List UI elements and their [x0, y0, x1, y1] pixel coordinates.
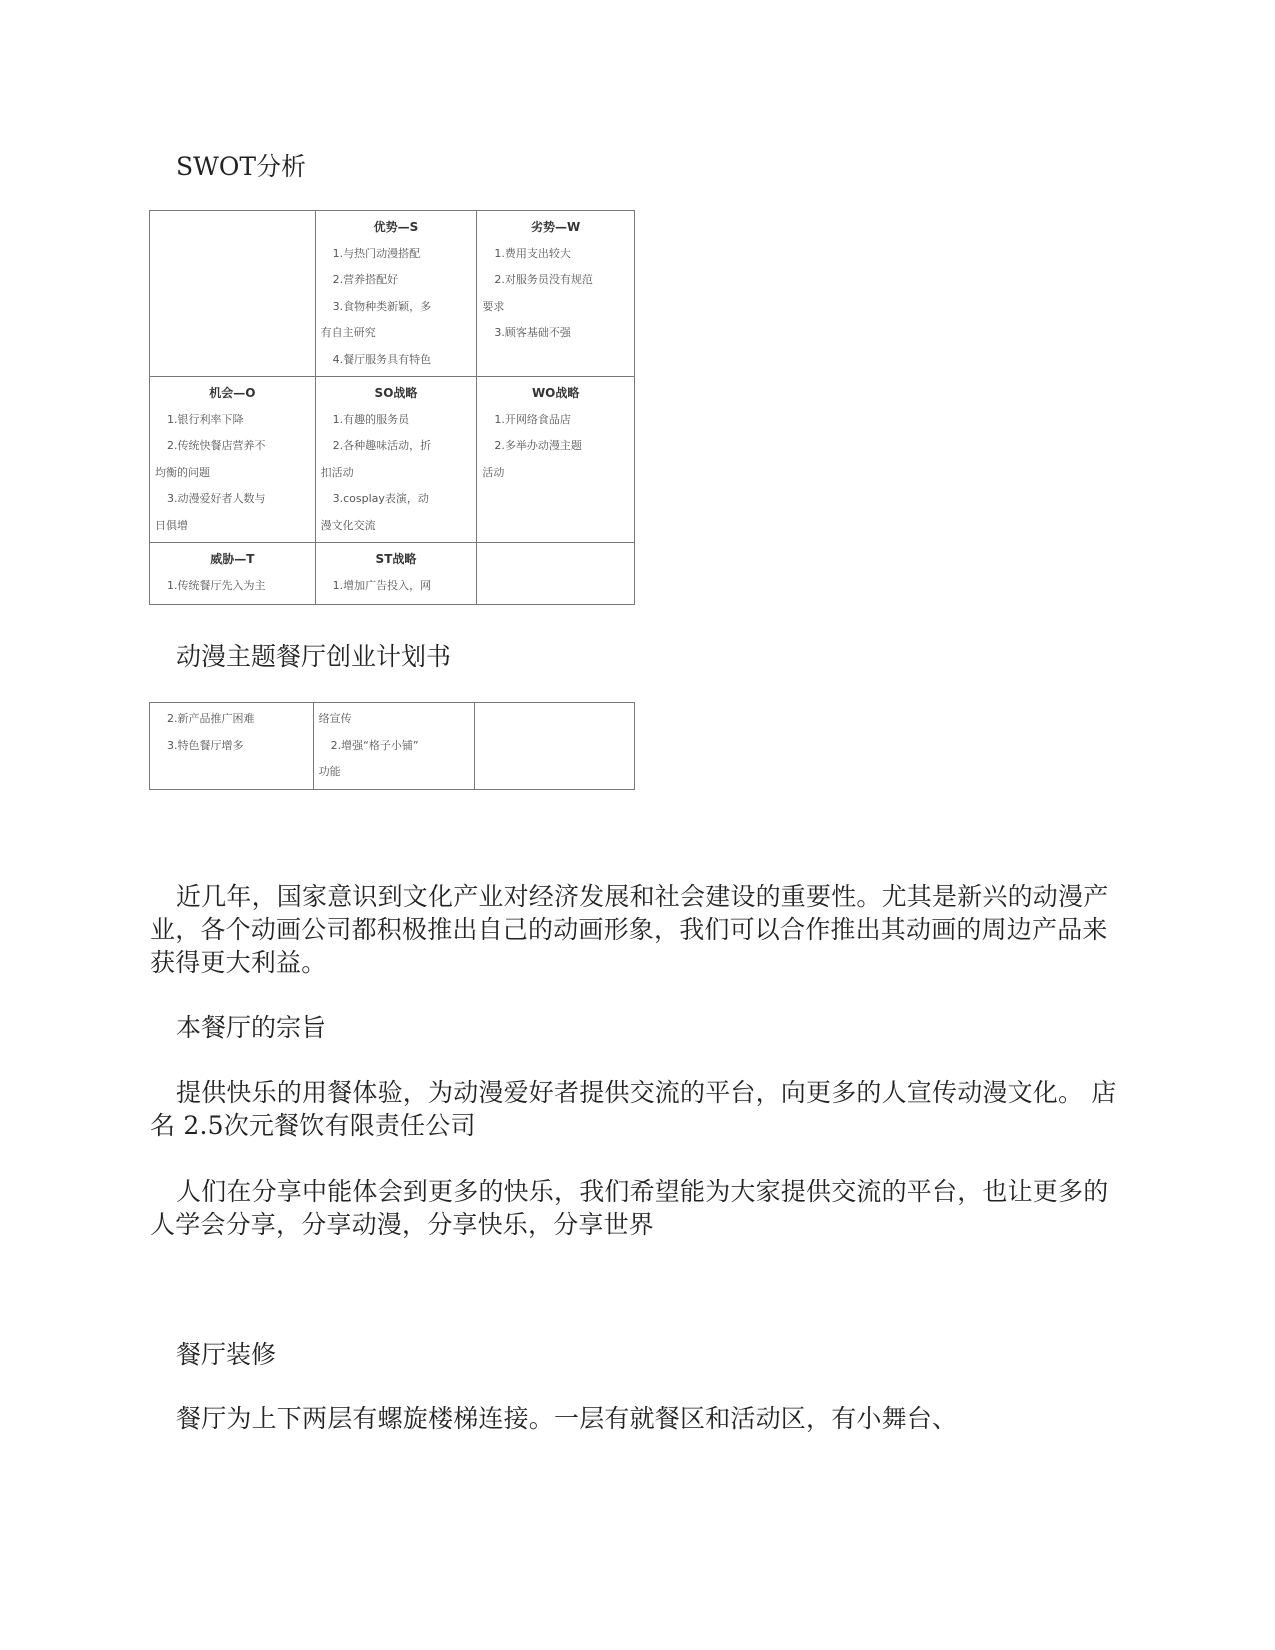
opportunities-item: 日俱增	[155, 518, 188, 532]
st-strategy-item: 2.增强“格子小铺”	[330, 738, 419, 752]
decor-heading: 餐厅装修	[176, 1340, 277, 1369]
st-strategy-item: 功能	[318, 765, 341, 778]
so-strategy-item: 2.各种趣味活动，折	[332, 439, 432, 452]
threats-cont-cell	[150, 703, 314, 790]
swot-empty-cell	[475, 703, 635, 790]
strengths-item: 4.餐厅服务具有特色	[332, 352, 432, 366]
opportunities-item: 1.银行利率下降	[167, 412, 244, 426]
so-strategy-header: SO战略	[374, 386, 418, 400]
wo-strategy-cell	[477, 377, 635, 543]
running-title: 动漫主题餐厅创业计划书	[176, 642, 452, 671]
opportunities-header: 机会—O	[209, 386, 256, 400]
st-strategy-item: 1.增加广告投入，网	[332, 578, 432, 592]
intro-paragraph: 近几年，国家意识到文化产业对经济发展和社会建设的重要性。尤其是新兴的动漫产业，各个动画公司都积极推出自己的动画形象，我们可以合作推出其动画的周边产品来获得更大利益。	[150, 882, 1109, 977]
so-strategy-item: 1.有趣的服务员	[332, 412, 410, 426]
wo-strategy-item: 1.开网络食品店	[494, 412, 571, 426]
so-strategy-item: 漫文化交流	[320, 518, 376, 532]
weaknesses-item: 2.对服务员没有规范	[494, 273, 593, 286]
wo-strategy-item: 2.多举办动漫主题	[494, 439, 582, 452]
strengths-item: 3.食物种类新颖，多	[332, 299, 432, 313]
weaknesses-header: 劣势—W	[531, 220, 581, 234]
opportunities-cell	[150, 377, 316, 543]
purpose-paragraph: 提供快乐的用餐体验，为动漫爱好者提供交流的平台，向更多的人宣传动漫文化。 店名 2.5次元餐饮有限责任公司	[150, 1078, 1117, 1140]
opportunities-item: 3.动漫爱好者人数与	[167, 492, 266, 505]
st-strategy-header: ST战略	[375, 552, 417, 566]
so-strategy-item: 扣活动	[320, 465, 354, 479]
purpose-heading: 本餐厅的宗旨	[176, 1013, 327, 1042]
strengths-item: 有自主研究	[320, 326, 376, 339]
st-strategy-cont-cell	[313, 703, 475, 790]
swot-empty-cell	[477, 543, 635, 605]
wo-strategy-header: WO战略	[531, 386, 580, 400]
weaknesses-item: 要求	[482, 299, 505, 313]
swot-table	[149, 210, 635, 605]
threats-item: 3.特色餐厅增多	[167, 738, 244, 752]
strengths-item: 2.营养搭配好	[332, 273, 399, 286]
wo-strategy-item: 活动	[482, 465, 505, 479]
threats-item: 1.传统餐厅先入为主	[167, 578, 266, 592]
swot-empty-cell	[150, 211, 316, 377]
weaknesses-cell	[477, 211, 635, 377]
opportunities-item: 均衡的问题	[155, 465, 210, 479]
share-paragraph: 人们在分享中能体会到更多的快乐，我们希望能为大家提供交流的平台，也让更多的人学会分享，分享动漫，分享快乐，分享世界	[150, 1177, 1109, 1239]
strengths-header: 优势—S	[373, 220, 419, 234]
so-strategy-cell	[315, 377, 477, 543]
so-strategy-item: 3.cosplay表演，动	[332, 492, 429, 505]
strengths-item: 1.与热门动漫搭配	[332, 246, 421, 260]
threats-header: 威胁—T	[210, 552, 255, 566]
threats-item: 2.新产品推广困难	[167, 712, 255, 725]
opportunities-item: 2.传统快餐店营养不	[167, 439, 266, 452]
swot-title: SWOT分析	[176, 152, 306, 181]
threats-cell	[150, 543, 316, 605]
strengths-cell	[315, 211, 477, 377]
weaknesses-item: 3.顾客基础不强	[494, 326, 571, 339]
weaknesses-item: 1.费用支出较大	[494, 246, 571, 260]
swot-table-continued	[149, 702, 635, 790]
st-strategy-cell	[315, 543, 477, 605]
st-strategy-item: 络宣传	[318, 712, 352, 725]
decor-paragraph: 餐厅为上下两层有螺旋楼梯连接。一层有就餐区和活动区，有小舞台、	[176, 1404, 958, 1433]
